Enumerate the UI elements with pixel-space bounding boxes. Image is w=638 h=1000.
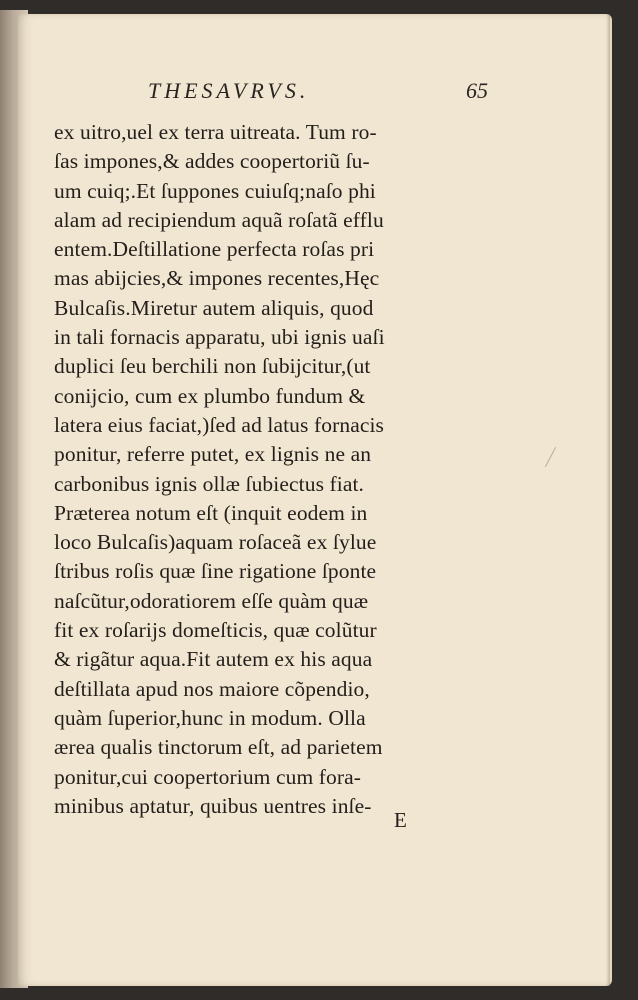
text-line: alam ad recipiendum aquã roſatã efflu bbox=[54, 207, 384, 232]
text-line: mas abijcies,& impones recentes,Hęc bbox=[54, 266, 380, 291]
text-line: quàm ſuperior,hunc in modum. Olla bbox=[54, 705, 366, 730]
text-line: carbonibus ignis ollæ ſubiectus fiat. bbox=[54, 471, 365, 496]
running-title: THESAVRVS. bbox=[148, 78, 310, 103]
text-line: loco Bulcaſis)aquam roſaceã ex ſylue bbox=[54, 530, 377, 555]
text-line: Præterea notum eſt (inquit eodem in bbox=[54, 500, 368, 525]
text-line: entem.Deſtillatione perfecta roſas pri bbox=[54, 237, 375, 262]
text-line: latera eius faciat,)ſed ad latus fornacis bbox=[54, 412, 385, 437]
text-line: Bulcaſis.Miretur autem aliquis, quod bbox=[54, 295, 374, 320]
text-line: minibus aptatur, quibus uentres inſe- bbox=[54, 793, 372, 818]
text-line: deſtillata apud nos maiore cõpendio, bbox=[54, 676, 370, 701]
book-page bbox=[18, 14, 612, 986]
text-line: duplici ſeu berchili non ſubijcitur,(ut bbox=[54, 354, 371, 379]
text-line: in tali fornacis apparatu, ubi ignis uaſi bbox=[54, 325, 385, 350]
text-line: ex uitro,uel ex terra uitreata. Tum ro- bbox=[54, 120, 377, 144]
catchword: E bbox=[394, 808, 407, 832]
text-line: & rigãtur aqua.Fit autem ex his aqua bbox=[54, 647, 373, 672]
body-text bbox=[54, 118, 484, 821]
text-line: ærea qualis tinctorum eſt, ad parietem bbox=[54, 735, 383, 760]
text-line: ſtribus roſis quæ ſine rigatione ſponte bbox=[54, 559, 377, 584]
text-line: ſas impones,& addes coopertoriũ ſu- bbox=[54, 149, 370, 174]
text-line: fit ex roſarijs domeſticis, quæ colũtur bbox=[54, 618, 377, 643]
page-number: 65 bbox=[466, 78, 488, 103]
text-line: ponitur,cui coopertorium cum fora- bbox=[54, 764, 362, 789]
paper-mark bbox=[545, 447, 556, 467]
text-line: ponitur, referre putet, ex lignis ne an bbox=[54, 442, 372, 467]
text-line: um cuiq;.Et ſuppones cuiuſq;naſo phi bbox=[54, 178, 376, 203]
text-line: conijcio, cum ex plumbo fundum & bbox=[54, 383, 366, 408]
running-head bbox=[148, 78, 488, 104]
text-line: naſcũtur,odoratiorem eſſe quàm quæ bbox=[54, 588, 369, 613]
